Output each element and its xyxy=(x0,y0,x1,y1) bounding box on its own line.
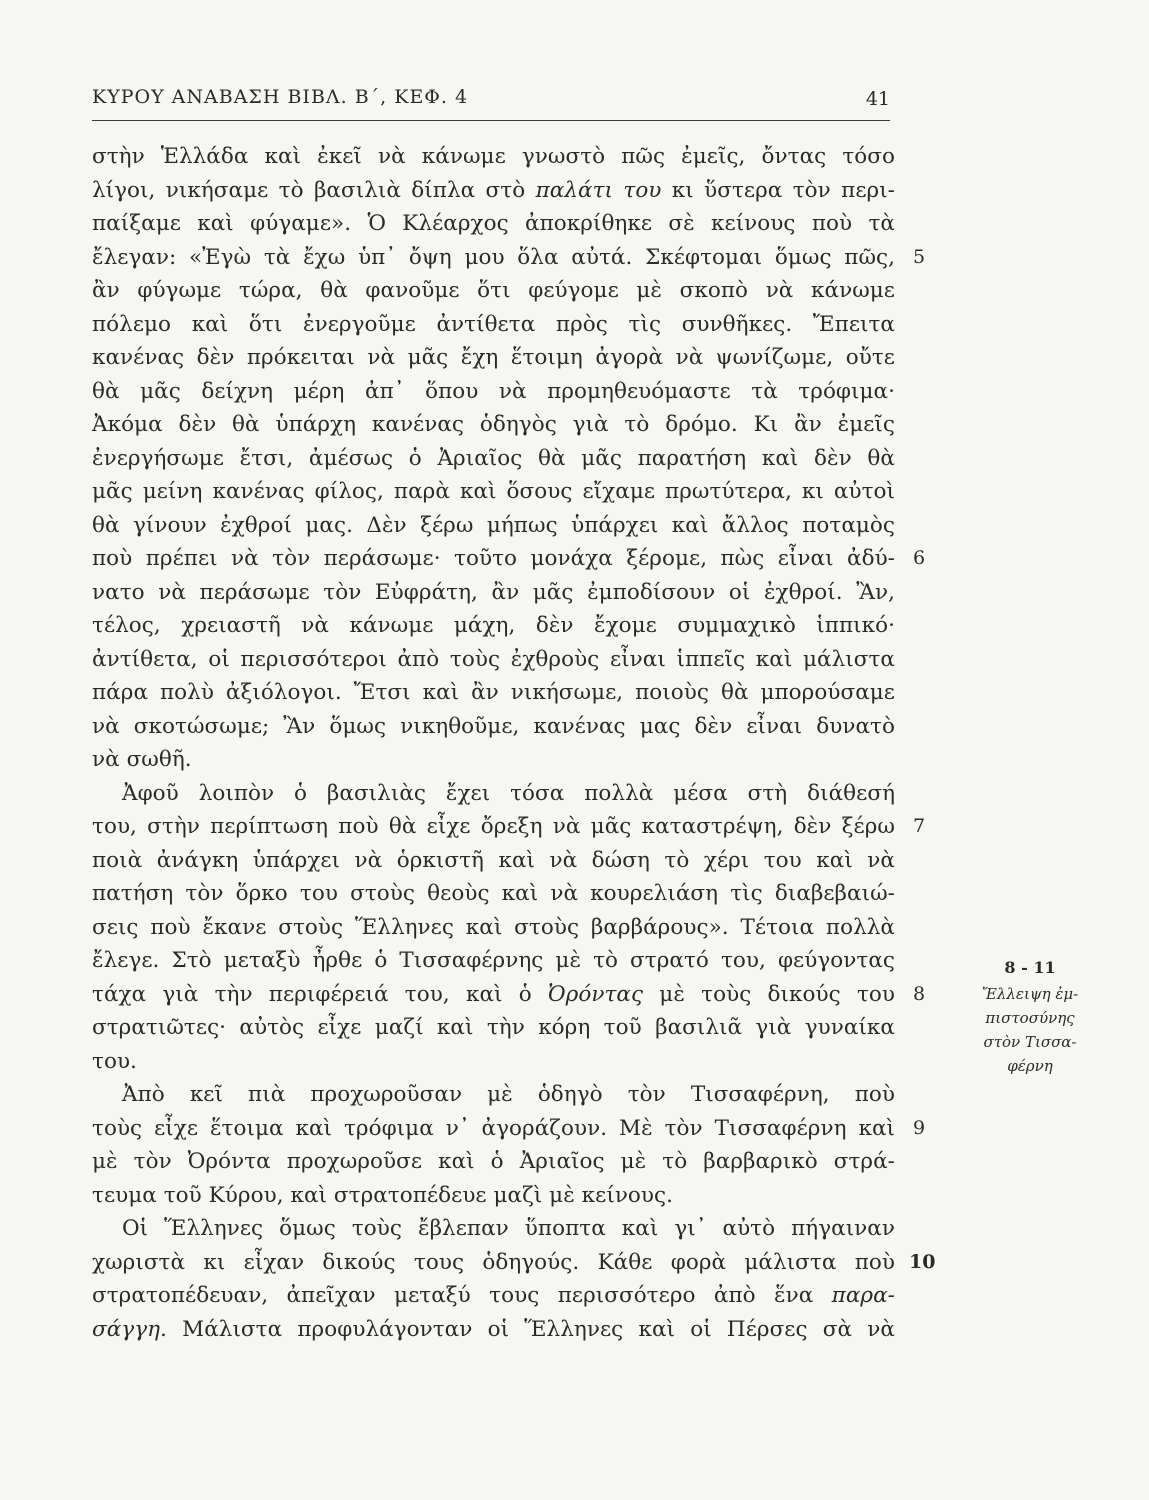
text-line: σεις ποὺ ἔκανε στοὺς Ἕλληνες καὶ στοὺς βαρβάρους». Τέτοια πολλὰ xyxy=(92,914,895,940)
side-note-range: 8 - 11 xyxy=(1004,958,1056,977)
side-note-line: φέρνη xyxy=(1007,1057,1053,1075)
margin-number: 9 xyxy=(913,1116,926,1139)
margin-number: 8 xyxy=(913,982,926,1005)
margin-number: 10 xyxy=(909,1250,936,1273)
text-line: ποιὰ ἀνάγκη ὑπάρχει νὰ ὁρκιστῆ καὶ νὰ δώση τὸ χέρι του καὶ νὰ xyxy=(92,847,895,873)
text-line: θὰ γίνουν ἐχθροί μας. Δὲν ξέρω μήπως ὑπάρχει καὶ ἄλλος ποταμὸς xyxy=(92,512,895,538)
text-line: ἔλεγαν: «Ἐγὼ τὰ ἔχω ὑπ᾽ ὄψη μου ὅλα αὐτά. Σκέφτομαι ὅμως πῶς, xyxy=(92,244,895,270)
text-line: Ἀφοῦ λοιπὸν ὁ βασιλιὰς ἔχει τόσα πολλὰ μέσα στὴ διάθεσή xyxy=(122,780,895,806)
text-line: τέλος, χρειαστῆ νὰ κάνωμε μάχη, δὲν ἔχομε συμμαχικὸ ἱππικό· xyxy=(92,613,895,638)
margin-number: 6 xyxy=(913,547,926,569)
text-line: του, στὴν περίπτωση ποὺ θὰ εἶχε ὄρεξη νὰ μᾶς καταστρέψη, δὲν ξέρω xyxy=(92,814,895,839)
text-line: μᾶς μείνη κανένας φίλος, παρὰ καὶ ὅσους εἴχαμε πρωτύτερα, κι αὐτοὶ xyxy=(92,479,895,504)
text-line: Ἀπὸ κεῖ πιὰ προχωροῦσαν μὲ ὁδηγὸ τὸν Τισσαφέρνη, ποὺ xyxy=(122,1082,895,1107)
text-line: στρατιῶτες· αὐτὸς εἶχε μαζί καὶ τὴν κόρη τοῦ βασιλιᾶ γιὰ γυναίκα xyxy=(92,1015,895,1040)
text-line: νὰ σωθῆ. xyxy=(92,747,192,772)
text-line: τοὺς εἶχε ἕτοιμα καὶ τρόφιμα ν᾽ ἀγοράζουν. Μὲ τὸν Τισσαφέρνη καὶ xyxy=(92,1115,895,1141)
running-head-title: ΚΥΡΟΥ ΑΝΑΒΑΣΗ ΒΙΒΛ. Β΄, ΚΕΦ. 4 xyxy=(92,86,469,108)
main-text xyxy=(92,140,895,1346)
text-line: πάρα πολὺ ἀξιόλογοι. Ἔτσι καὶ ἂν νικήσωμε, ποιοὺς θὰ μπορούσαμε xyxy=(92,680,895,705)
text-line: ἐνεργήσωμε ἔτσι, ἀμέσως ὁ Ἀριαῖος θὰ μᾶς παρατήση καὶ δὲν θὰ xyxy=(92,445,895,471)
page-number: 41 xyxy=(865,88,890,110)
text-line: Ἀκόμα δὲν θὰ ὑπάρχη κανένας ὁδηγὸς γιὰ τὸ δρόμο. Κι ἂν ἐμεῖς xyxy=(92,412,895,437)
text-line: τευμα τοῦ Κύρου, καὶ στρατοπέδευε μαζὶ μὲ κείνους. xyxy=(92,1182,674,1208)
text-line: παίξαμε καὶ φύγαμε». Ὁ Κλέαρχος ἀποκρίθηκε σὲ κείνους ποὺ τὰ xyxy=(92,211,895,236)
text-line: στρατοπέδευαν, ἀπεῖχαν μεταξύ τους περισσότερο ἀπὸ ἕνα παρα- xyxy=(92,1283,895,1308)
text-line: τάχα γιὰ τὴν περιφέρειά του, καὶ ὁ Ὀρόντας μὲ τοὺς δικούς του xyxy=(92,981,895,1007)
text-line: ἔλεγε. Στὸ μεταξὺ ἦρθε ὁ Τισσαφέρνης μὲ τὸ στρατό του, φεύγοντας xyxy=(92,948,895,973)
text-line: κανένας δὲν πρόκειται νὰ μᾶς ἔχη ἕτοιμη ἀγορὰ νὰ ψωνίζωμε, οὔτε xyxy=(92,345,895,370)
side-note-line: στὸν Τισσα- xyxy=(983,1033,1077,1051)
text-line: στὴν Ἑλλάδα καὶ ἐκεῖ νὰ κάνωμε γνωστὸ πῶς ἐμεῖς, ὄντας τόσο xyxy=(92,144,895,169)
side-note-line: Ἔλλειψη ἐμ- xyxy=(981,985,1079,1003)
text-line: ἂν φύγωμε τώρα, θὰ φανοῦμε ὅτι φεύγομε μὲ σκοπὸ νὰ κάνωμε xyxy=(92,278,895,303)
side-note xyxy=(955,956,1105,1078)
text-line: σάγγη. Μάλιστα προφυλάγονταν οἱ Ἕλληνες καὶ οἱ Πέρσες σὰ νὰ xyxy=(92,1316,895,1342)
text-line: ποὺ πρέπει νὰ τὸν περάσωμε· τοῦτο μονάχα ξέρομε, πὼς εἶναι ἀδύ- xyxy=(92,546,895,571)
margin-number: 5 xyxy=(913,245,926,268)
text-line: νατο νὰ περάσωμε τὸν Εὐφράτη, ἂν μᾶς ἐμποδίσουν οἱ ἐχθροί. Ἂν, xyxy=(92,579,895,605)
text-line: μὲ τὸν Ὀρόντα προχωροῦσε καὶ ὁ Ἀριαῖος μὲ τὸ βαρβαρικὸ στρά- xyxy=(92,1149,895,1174)
running-header xyxy=(92,86,890,121)
text-line: Οἱ Ἕλληνες ὅμως τοὺς ἔβλεπαν ὕποπτα καὶ γι᾽ αὐτὸ πήγαιναν xyxy=(122,1216,895,1241)
text-line: νὰ σκοτώσωμε; Ἂν ὅμως νικηθοῦμε, κανένας μας δὲν εἶναι δυνατὸ xyxy=(92,713,895,739)
text-line: χωριστὰ κι εἶχαν δικούς τους ὁδηγούς. Κάθε φορὰ μάλιστα ποὺ xyxy=(92,1249,895,1275)
text-line: πόλεμο καὶ ὅτι ἐνεργοῦμε ἀντίθετα πρὸς τὶς συνθῆκες. Ἔπειτα xyxy=(92,311,895,337)
text-line: λίγοι, νικήσαμε τὸ βασιλιὰ δίπλα στὸ παλάτι του κι ὕστερα τὸν περι- xyxy=(92,177,895,203)
text-line: πατήση τὸν ὅρκο του στοὺς θεοὺς καὶ νὰ κουρελιάση τὶς διαβεβαιώ- xyxy=(92,881,895,906)
side-note-line: πιστοσύνης xyxy=(985,1009,1075,1027)
margin-number: 7 xyxy=(913,815,926,837)
text-line: του. xyxy=(92,1048,137,1074)
text-line: θὰ μᾶς δείχνη μέρη ἀπ᾽ ὅπου νὰ προμηθευόμαστε τὰ τρόφιμα· xyxy=(92,378,895,404)
text-line: ἀντίθετα, οἱ περισσότεροι ἀπὸ τοὺς ἐχθροὺς εἶναι ἱππεῖς καὶ μάλιστα xyxy=(92,646,895,672)
